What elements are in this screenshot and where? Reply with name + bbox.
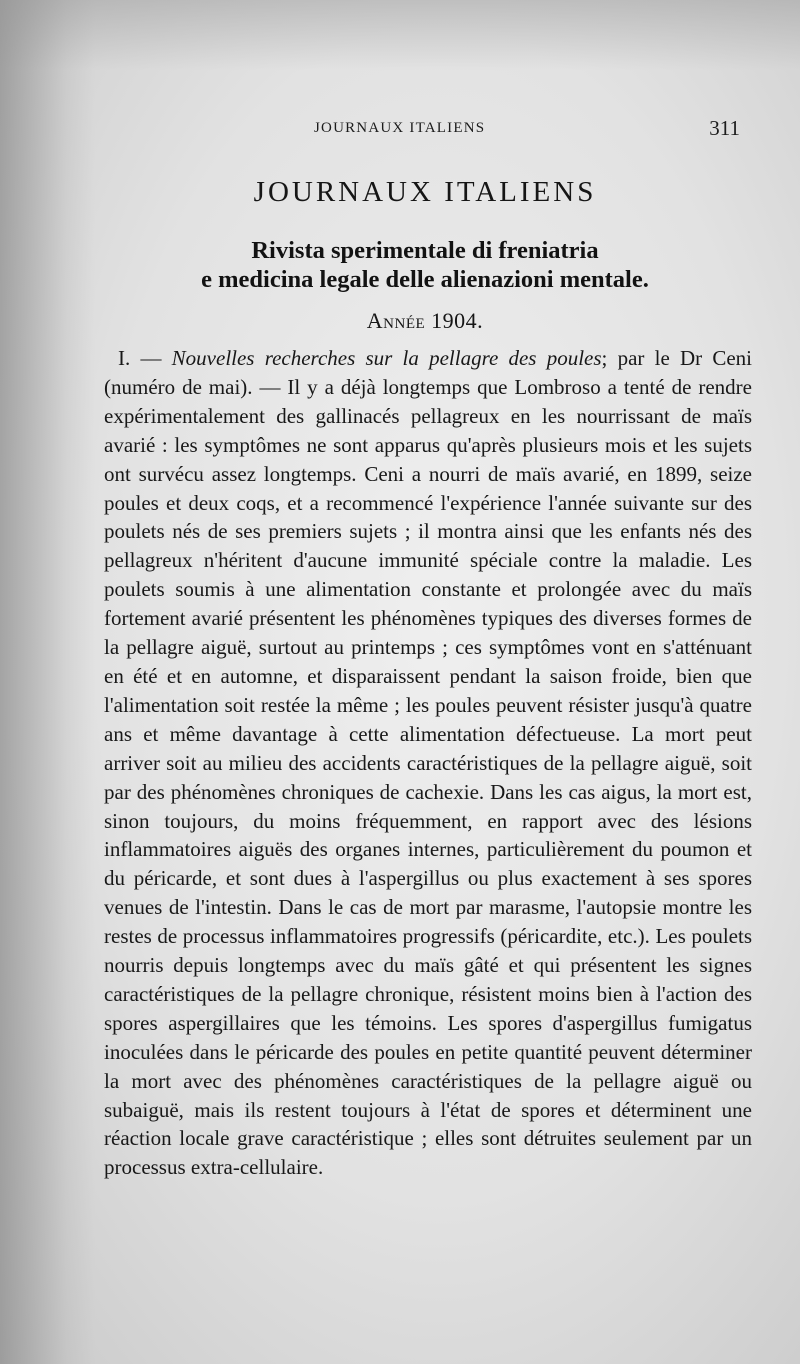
journal-title: [0, 236, 800, 294]
article-text: Il y a déjà longtemps que Lombroso a tenté de rendre expérimentalement des gallinacés pellagreux en les nourrissant de maïs avarié : les symptômes ne sont apparus qu'après plusieurs mois et les sujets ont survécu assez longtemps. Ceni a nourri de maïs avarié, en 1899, seize poules et deux coqs, et a recommencé l'expérience l'année suivante sur des poulets nés de ses premiers sujets ; il montra ainsi que les enfants nés des pellagreux n'héritent d'aucune immunité spéciale contre la maladie. Les poulets soumis à une alimentation constante et prolongée avec du maïs fortement avarié présentent les phénomènes typiques des diverses formes de la pellagre aiguë, surtout au printemps ; ces symptômes vont en s'atténuant en été et en automne, et disparaissent pendant la saison froide, bien que l'alimentation soit restée la même ; les poules peuvent résister jusqu'à quatre ans et même davantage à cette alimentation défectueuse. La mort peut arriver soit au milieu des accidents caractéristiques de la pellagre aiguë, soit par des phénomènes chroniques de cachexie. Dans les cas aigus, la mort est, sinon toujours, du moins fréquemment, en rapport avec des lésions inflammatoires aiguës des organes internes, particulièrement du poumon et du péricarde, et sont dues à l'aspergillus ou plus exactement à ses spores venues de l'intestin. Dans le cas de mort par marasme, l'autopsie montre les restes de processus inflammatoires progressifs (péricardite, etc.). Les poulets nourris depuis longtemps avec du maïs gâté et qui présentent les signes caractéristiques de la pellagre chronique, résistent moins bien à l'action des spores aspergillaires que les témoins. Les spores d'aspergillus fumigatus inoculées dans le péricarde des poules en petite quantité peuvent déterminer la mort avec des phénomènes caractéristiques de la pellagre aiguë ou subaiguë, mais ils restent toujours à l'état de spores et déterminent une réaction locale grave caractéristique ; elles sont détruites seulement par un processus extra-cellulaire.: [104, 374, 752, 1180]
article-title: Nouvelles recherches sur la pellagre des poules: [171, 346, 602, 370]
journal-title-line-1: Rivista sperimentale di freniatria: [251, 237, 599, 264]
article-number: I. —: [118, 346, 172, 370]
article-body: [104, 344, 752, 1182]
top-shadow: [0, 0, 800, 70]
running-head: [100, 116, 740, 146]
running-head-title: JOURNAUX ITALIENS: [314, 120, 486, 136]
journal-title-line-2: e medicina legale delle alienazioni mentale.: [201, 266, 649, 293]
article-paragraph: [104, 344, 752, 1182]
page-number: 311: [709, 116, 740, 140]
section-title: JOURNAUX ITALIENS: [253, 176, 597, 208]
article-byline: ; par le Dr Ceni (numéro de mai). —: [104, 346, 753, 399]
year-heading: Année 1904.: [366, 308, 484, 333]
